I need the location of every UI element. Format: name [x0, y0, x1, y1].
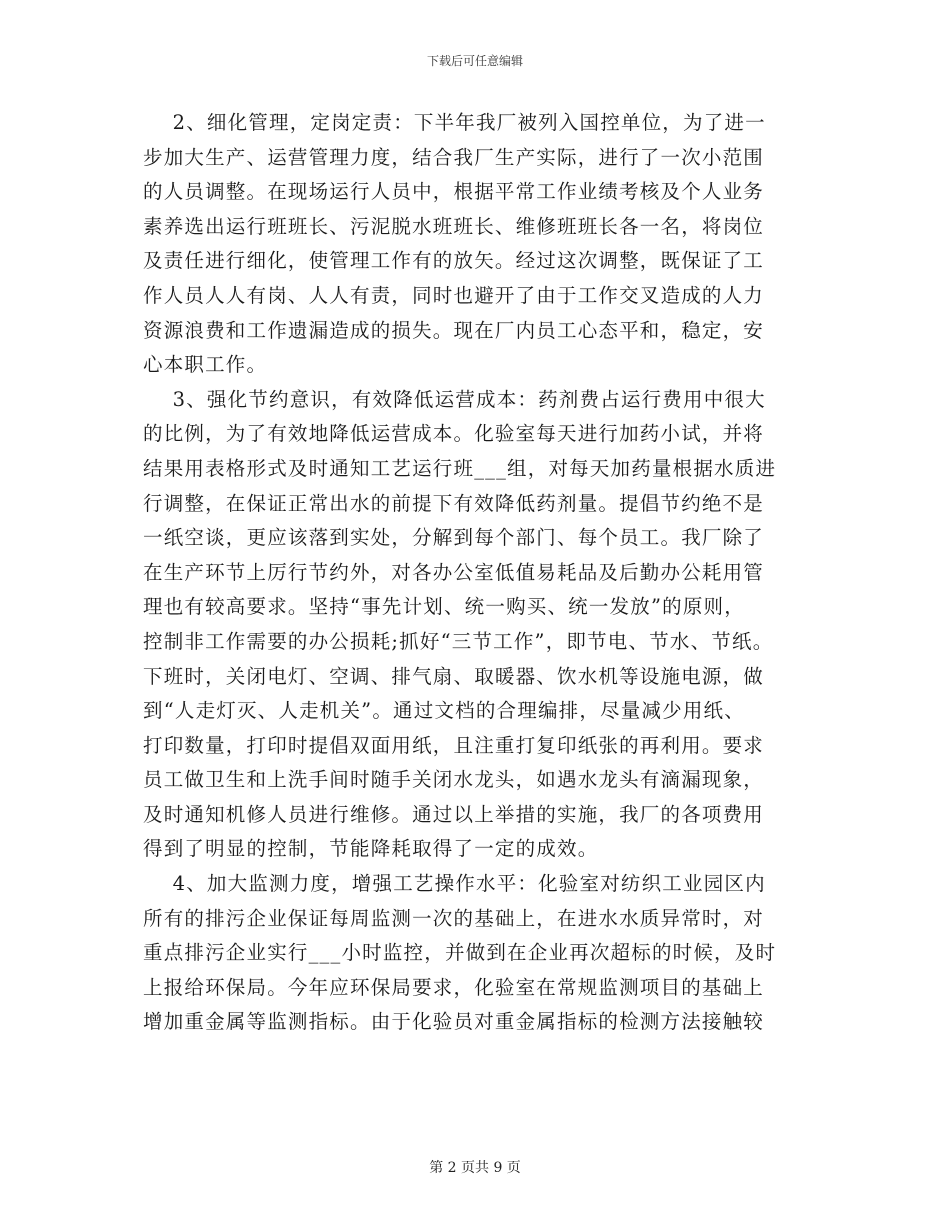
text-line: 员工做卫生和上洗手间时随手关闭水龙头，如遇水龙头有滴漏现象， — [143, 768, 765, 792]
text-line: 下班时，关闭电灯、空调、排气扇、取暖器、饮水机等设施电源，做 — [143, 664, 765, 688]
text-line: 在生产环节上厉行节约外，对各办公室低值易耗品及后勤办公耗用管 — [143, 560, 765, 584]
document-body — [143, 106, 811, 1040]
text-line: 2、细化管理，定岗定责：下半年我厂被列入国控单位，为了进一 — [143, 111, 766, 134]
text-line: 重点排污企业实行___小时监控，并做到在企业再次超标的时候，及时 — [143, 941, 777, 965]
text-line: 打印数量，打印时提倡双面用纸，且注重打复印纸张的再利用。要求 — [143, 733, 765, 757]
text-line: 心本职工作。 — [143, 353, 268, 377]
text-line: 素养选出运行班班长、污泥脱水班班长、维修班班长各一名，将岗位 — [143, 214, 765, 238]
text-line: 上报给环保局。今年应环保局要求，化验室在常规监测项目的基础上 — [143, 975, 765, 999]
text-line: 的人员调整。在现场运行人员中，根据平常工作业绩考核及个人业务 — [143, 180, 765, 204]
text-line: 理也有较高要求。坚持“事先计划、统一购买、统一发放”的原则， — [143, 595, 745, 619]
paragraph-4 — [143, 867, 811, 1040]
text-line: 控制非工作需要的办公损耗;抓好“三节工作”，即节电、节水、节纸。 — [143, 629, 774, 653]
text-line: 的比例，为了有效地降低运营成本。化验室每天进行加药小试，并将 — [143, 422, 765, 446]
text-line: 及责任进行细化，使管理工作有的放矢。经过这次调整，既保证了工 — [143, 249, 765, 273]
paragraph-2 — [143, 106, 811, 383]
text-line: 所有的排污企业保证每周监测一次的基础上，在进水水质异常时，对 — [143, 906, 765, 930]
text-line: 步加大生产、运营管理力度，结合我厂生产实际，进行了一次小范围 — [143, 145, 765, 169]
text-line: 得到了明显的控制，节能降耗取得了一定的成效。 — [143, 837, 599, 861]
text-line: 结果用表格形式及时通知工艺运行班___组，对每天加药量根据水质进 — [143, 456, 777, 480]
text-line: 资源浪费和工作遗漏造成的损失。现在厂内员工心态平和，稳定，安 — [143, 318, 765, 342]
text-line: 到“人走灯灭、人走机关”。通过文档的合理编排，尽量减少用纸、 — [143, 699, 745, 723]
text-line: 3、强化节约意识，有效降低运营成本：药剂费占运行费用中很大 — [143, 387, 766, 411]
paragraph-3 — [143, 383, 811, 867]
page-header: 下载后可任意编辑 — [426, 54, 523, 68]
text-line: 及时通知机修人员进行维修。通过以上举措的实施，我厂的各项费用 — [143, 802, 765, 826]
text-line: 一纸空谈，更应该落到实处，分解到每个部门、每个员工。我厂除了 — [143, 526, 765, 550]
page-footer: 第 2 页共 9 页 — [429, 1160, 521, 1176]
text-line: 4、加大监测力度，增强工艺操作水平：化验室对纺织工业园区内 — [143, 872, 766, 896]
text-line: 作人员人人有岗、人人有责，同时也避开了由于工作交叉造成的人力 — [143, 283, 765, 307]
text-line: 增加重金属等监测指标。由于化验员对重金属指标的检测方法接触较 — [143, 1010, 765, 1034]
text-line: 行调整，在保证正常出水的前提下有效降低药剂量。提倡节约绝不是 — [143, 491, 765, 515]
